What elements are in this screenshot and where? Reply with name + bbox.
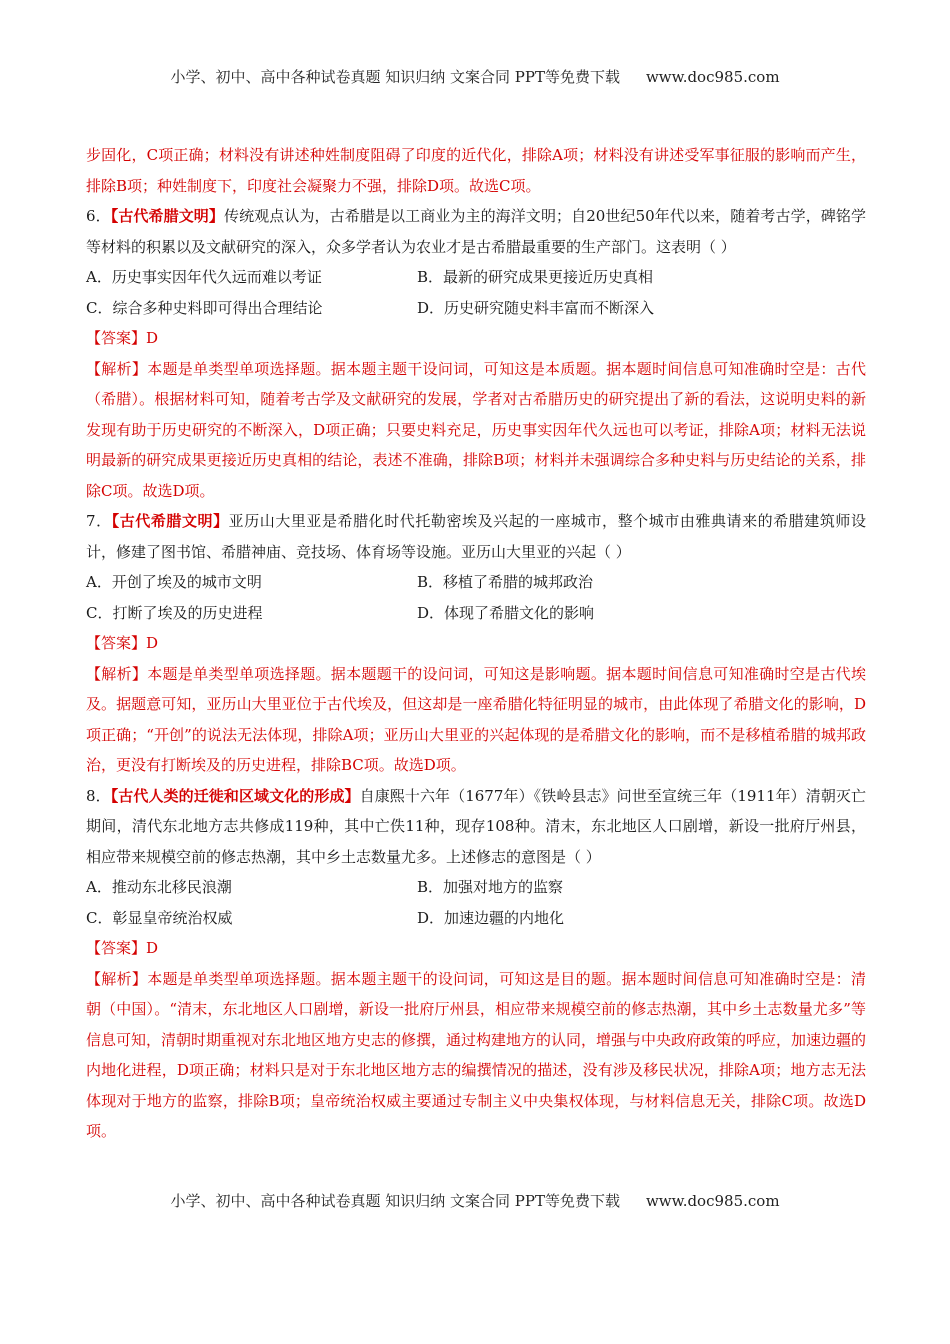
options: [86, 567, 866, 628]
question-8: [86, 781, 866, 1147]
analysis-text: 本题是单类型单项选择题。据本题主题干设问词，可知这是本质题。据本题时间信息可知准确时空是：古代（希腊）。根据材料可知，随着考古学及文献研究的发展，学者对古希腊历史的研究提出了新的看法，这说明史料的新发现有助于历史研究的不断深入，D项正确；只要史料充足，历史事实因年代久远也可以考证，排除A项；材料无法说明最新的研究成果更接近历史真相的结论，表述不准确，排除B项；材料并未强调综合多种史料与历史结论的关系，排除C项。故选D项。: [86, 359, 866, 500]
topic-tag: 【古代希腊文明】: [111, 512, 229, 530]
header-text: 小学、初中、高中各种试卷真题 知识归纳 文案合同 PPT等免费下载: [170, 68, 620, 86]
answer: 【答案】D: [86, 634, 159, 652]
question-6: [86, 201, 866, 506]
analysis: [86, 659, 866, 781]
analysis: [86, 964, 866, 1147]
option-a: A．历史事实因年代久远而难以考证: [86, 268, 322, 286]
stem-text: 亚历山大里亚是希腊化时代托勒密埃及兴起的一座城市，整个城市由雅典请来的希腊建筑师设计，修建了图书馆、希腊神庙、竞技场、体育场等设施。亚历山大里亚的兴起（ ）: [86, 512, 866, 561]
analysis-text: 本题是单类型单项选择题。据本题题干的设问词，可知这是影响题。据本题时间信息可知准确时空是古代埃及。据题意可知，亚历山大里亚位于古代埃及，但这却是一座希腊化特征明显的城市，由此体现了希腊文化的影响，D项正确；“开创”的说法无法体现，排除A项；亚历山大里亚的兴起体现的是希腊文化的影响，而不是移植希腊的城邦政治，更没有打断埃及的历史进程，排除BC项。故选D项。: [86, 664, 866, 774]
option-c: C．彰显皇帝统治权威: [86, 908, 233, 927]
option-d: D．加速边疆的内地化: [417, 908, 565, 927]
analysis-text: 本题是单类型单项选择题。据本题主题干的设问词，可知这是目的题。据本题时间信息可知准确时空是：清朝（中国）。“清末，东北地区人口剧增，新设一批府厅州县，相应带来规模空前的修志热潮，其中乡土志数量尤多”等信息可知，清朝时期重视对东北地区地方史志的修撰，通过构建地方的认同，增强与中央政府政策的呼应，加速边疆的内地化进程，D项正确；材料只是对于东北地区地方志的编撰情况的描述，没有涉及移民状况，排除A项；地方志无法体现对于地方的监察，排除B项；皇帝统治权威主要通过专制主义中央集权体现，与材料信息无关，排除C项。故选D项。: [86, 969, 867, 1140]
option-c: C．打断了埃及的历史进程: [86, 603, 263, 622]
footer-text: 小学、初中、高中各种试卷真题 知识归纳 文案合同 PPT等免费下载: [170, 1192, 620, 1210]
option-c: C．综合多种史料即可得出合理结论: [86, 298, 323, 317]
analysis-label: 【解析】: [86, 664, 148, 683]
header-url[interactable]: www.doc985.com: [645, 68, 780, 86]
options: [86, 262, 866, 323]
question-number: 7．: [86, 512, 112, 530]
question-7: [86, 506, 866, 781]
topic-tag: 【古代希腊文明】: [110, 207, 224, 225]
topic-tag: 【古代人类的迁徙和区域文化的形成】: [110, 786, 360, 805]
analysis: [86, 354, 866, 507]
prev-analysis-tail: 步固化，C项正确；材料没有讲述种姓制度阻碍了印度的近代化，排除A项；材料没有讲述受军事征服的影响而产生，排除B项；种姓制度下，印度社会凝聚力不强，排除D项。故选C项。: [86, 146, 866, 195]
answer: 【答案】D: [86, 939, 159, 957]
stem-text: 自康熙十六年（1677年）《铁岭县志》问世至宣统三年（1911年）清朝灭亡期间，清代东北地方志共修成119种，其中亡佚11种，现存108种。清末，东北地区人口剧增，新设一批府厅州县，相应带来规模空前的修志热潮，其中乡土志数量尤多。上述修志的意图是（ ）: [86, 786, 866, 866]
option-a: A．开创了埃及的城市文明: [86, 573, 262, 591]
option-b: B．最新的研究成果更接近历史真相: [417, 268, 654, 286]
option-b: B．移植了希腊的城邦政治: [417, 573, 594, 591]
options: [86, 872, 866, 933]
footer-url[interactable]: www.doc985.com: [645, 1192, 780, 1210]
page-footer: [0, 1190, 950, 1211]
question-stem: [86, 781, 866, 873]
question-stem: [86, 506, 866, 567]
page-content: [86, 140, 866, 1147]
question-number: 6．: [86, 207, 111, 225]
option-d: D．历史研究随史料丰富而不断深入: [417, 298, 655, 317]
question-number: 8．: [86, 786, 111, 805]
page-header: [0, 66, 950, 87]
option-a: A．推动东北移民浪潮: [86, 878, 232, 896]
option-b: B．加强对地方的监察: [417, 878, 564, 896]
analysis-label: 【解析】: [86, 969, 148, 988]
stem-text: 传统观点认为，古希腊是以工商业为主的海洋文明；自20世纪50年代以来，随着考古学，碑铭学等材料的积累以及文献研究的深入，众多学者认为农业才是古希腊最重要的生产部门。这表明（ ）: [86, 207, 866, 256]
option-d: D．体现了希腊文化的影响: [417, 603, 595, 622]
analysis-label: 【解析】: [86, 359, 148, 378]
answer: 【答案】D: [86, 329, 159, 347]
question-stem: [86, 201, 866, 262]
